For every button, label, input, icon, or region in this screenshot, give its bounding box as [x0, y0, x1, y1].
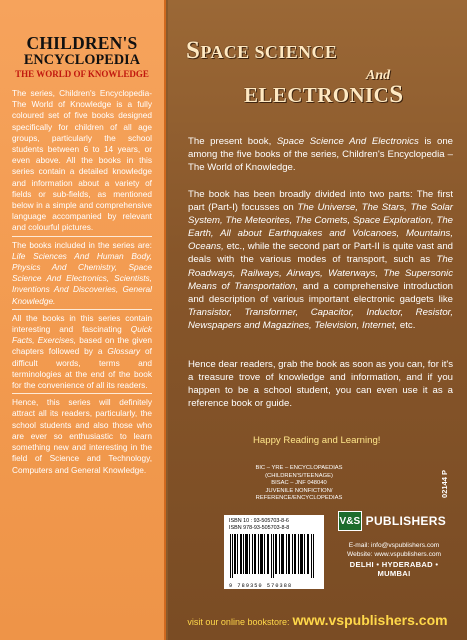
isbn-10: ISBN 10 : 93-505703-8-6 — [229, 518, 289, 524]
classification-line: (CHILDREN'S/TEENAGE) — [265, 472, 333, 479]
series-tagline: THE WORLD OF KNOWLEDGE — [15, 69, 149, 79]
title-final-s: S — [389, 81, 404, 108]
publisher-logo — [338, 510, 446, 532]
series-features — [12, 313, 152, 391]
series-books-list — [12, 240, 152, 307]
contents-topics-2: The Roadways, Railways, Airways, Waterways, The Supersonic Means of Transportation, — [188, 254, 453, 292]
classification-line: JUVENILE NONFICTION/ — [265, 487, 333, 494]
publisher-contact — [334, 541, 454, 578]
book-title — [186, 37, 456, 64]
series-conclusion: Hence, this series will definitely attract all its readers, particularly, the school students and also those who are ever so enthusiastic to learn something new and interesting in the field of Science and Technology, Computers and General Knowledge. — [12, 397, 152, 475]
contents-text-a: The book has been broadly divided into two parts: The first part (Part-I) focusses on — [188, 189, 453, 214]
closing-paragraph: Hence dear readers, grab the book as soon as you can, for it's a treasure trove of knowledge and information, and if you happen to be a school student, you can even use it as a reference book or guide. — [188, 359, 453, 410]
publisher-email[interactable]: E-mail: info@vspublishers.com — [348, 542, 440, 549]
barcode-digits: 9 789350 570388 — [229, 583, 293, 589]
classification-line: REFERENCE/ENCYCLOPEDIAS — [255, 495, 343, 501]
series-description: The series, Children's Encyclopedia-The World of Knowledge is a fully coloured set of five books designed specifically for children of all age groups, particularly the school students between 6 to 14 years, or even above. All the books in this series contain a detailed knowledge and information about a variety of fields or sub-fields, as mentioned below in a simple and comprehensive language accompanied by relevant and colourful pictures. — [12, 88, 152, 233]
bookstore-banner — [168, 602, 467, 640]
book-title-line2 — [244, 82, 467, 108]
divider — [12, 236, 152, 237]
divider — [12, 393, 152, 394]
book-title-line1 — [186, 37, 456, 64]
publisher-website[interactable]: Website: www.vspublishers.com — [346, 551, 442, 558]
contents-paragraph — [188, 188, 453, 332]
contents-text-c: and a comprehensive introduction and description of various important electronic gadgets like — [188, 280, 453, 305]
bookstore-label: visit our online bookstore: — [187, 617, 290, 627]
bookstore-url-link[interactable]: www.vspublishers.com — [292, 612, 448, 628]
series-subtitle: ENCYCLOPEDIA — [23, 52, 141, 68]
contents-topics-1: The Universe, The Stars, The Solar System, The Meteorites, The Comets, Space Exploration, The Earth, All about Earthquakes and Volcanoes, Mountains, Oceans, — [188, 202, 453, 253]
classification-block — [224, 465, 374, 503]
contents-topics-3: Transistor, Transformer, Capacitor, Inductor, Resistor, Newspapers and Magazines, Television, Internet, — [188, 306, 453, 331]
isbn-13: ISBN 978-93-505703-8-8 — [229, 524, 290, 531]
title-rest: PACE SCIENCE — [200, 42, 338, 62]
classification-line: BISAC – JNF 048040 — [271, 480, 327, 486]
features-italic-1: Quick Facts, Exercises, — [12, 324, 152, 346]
intro-text-a: The present book, — [188, 136, 277, 147]
contents-text-b: etc., while the second part or Part-II is quite vast and deals with the various modes of transport, such as — [188, 241, 453, 266]
features-text-b: based on the given chapters followed by a — [12, 335, 152, 357]
series-title: CHILDREN'S — [26, 33, 138, 53]
classification-line: BIC – YRE – ENCYCLOPAEDIAS — [255, 465, 343, 471]
divider — [12, 309, 152, 310]
happy-reading-text: Happy Reading and Learning! — [253, 435, 381, 446]
barcode-icon — [229, 534, 317, 578]
books-list-titles: Life Sciences And Human Body, Physics And Chemistry, Space Science And Electronics, Scientists, Inventions And Discoveries, General Knowledge. — [12, 250, 152, 306]
title-initial: S — [186, 37, 201, 64]
left-panel — [0, 0, 166, 640]
features-text-c: of difficult words, terms and terminologies at the end of the book for the convenience of all its readers. — [12, 346, 152, 391]
book-title-and: And — [366, 68, 391, 83]
barcode — [224, 515, 324, 589]
intro-book-name: Space Science And Electronics — [276, 136, 419, 147]
publisher-cities: DELHI • HYDERABAD • MUMBAI — [349, 560, 439, 578]
right-panel — [168, 0, 467, 640]
product-code: 02144 P — [440, 470, 449, 498]
intro-text-b: is one among the five books of the series, Children's Encyclopedia – The World of Knowledge. — [188, 136, 453, 174]
features-italic-2: Glossary — [107, 346, 141, 357]
features-text-a: All the books in this series contain interesting and fascinating — [12, 312, 152, 335]
books-list-prefix: The books included in the series are: — [12, 239, 152, 250]
intro-paragraph — [188, 135, 453, 174]
contents-text-d: etc. — [397, 319, 416, 331]
title-electronic: ELECTRONIC — [244, 83, 390, 107]
publisher-badge: V&S — [338, 511, 362, 531]
publisher-name: PUBLISHERS — [365, 514, 446, 528]
